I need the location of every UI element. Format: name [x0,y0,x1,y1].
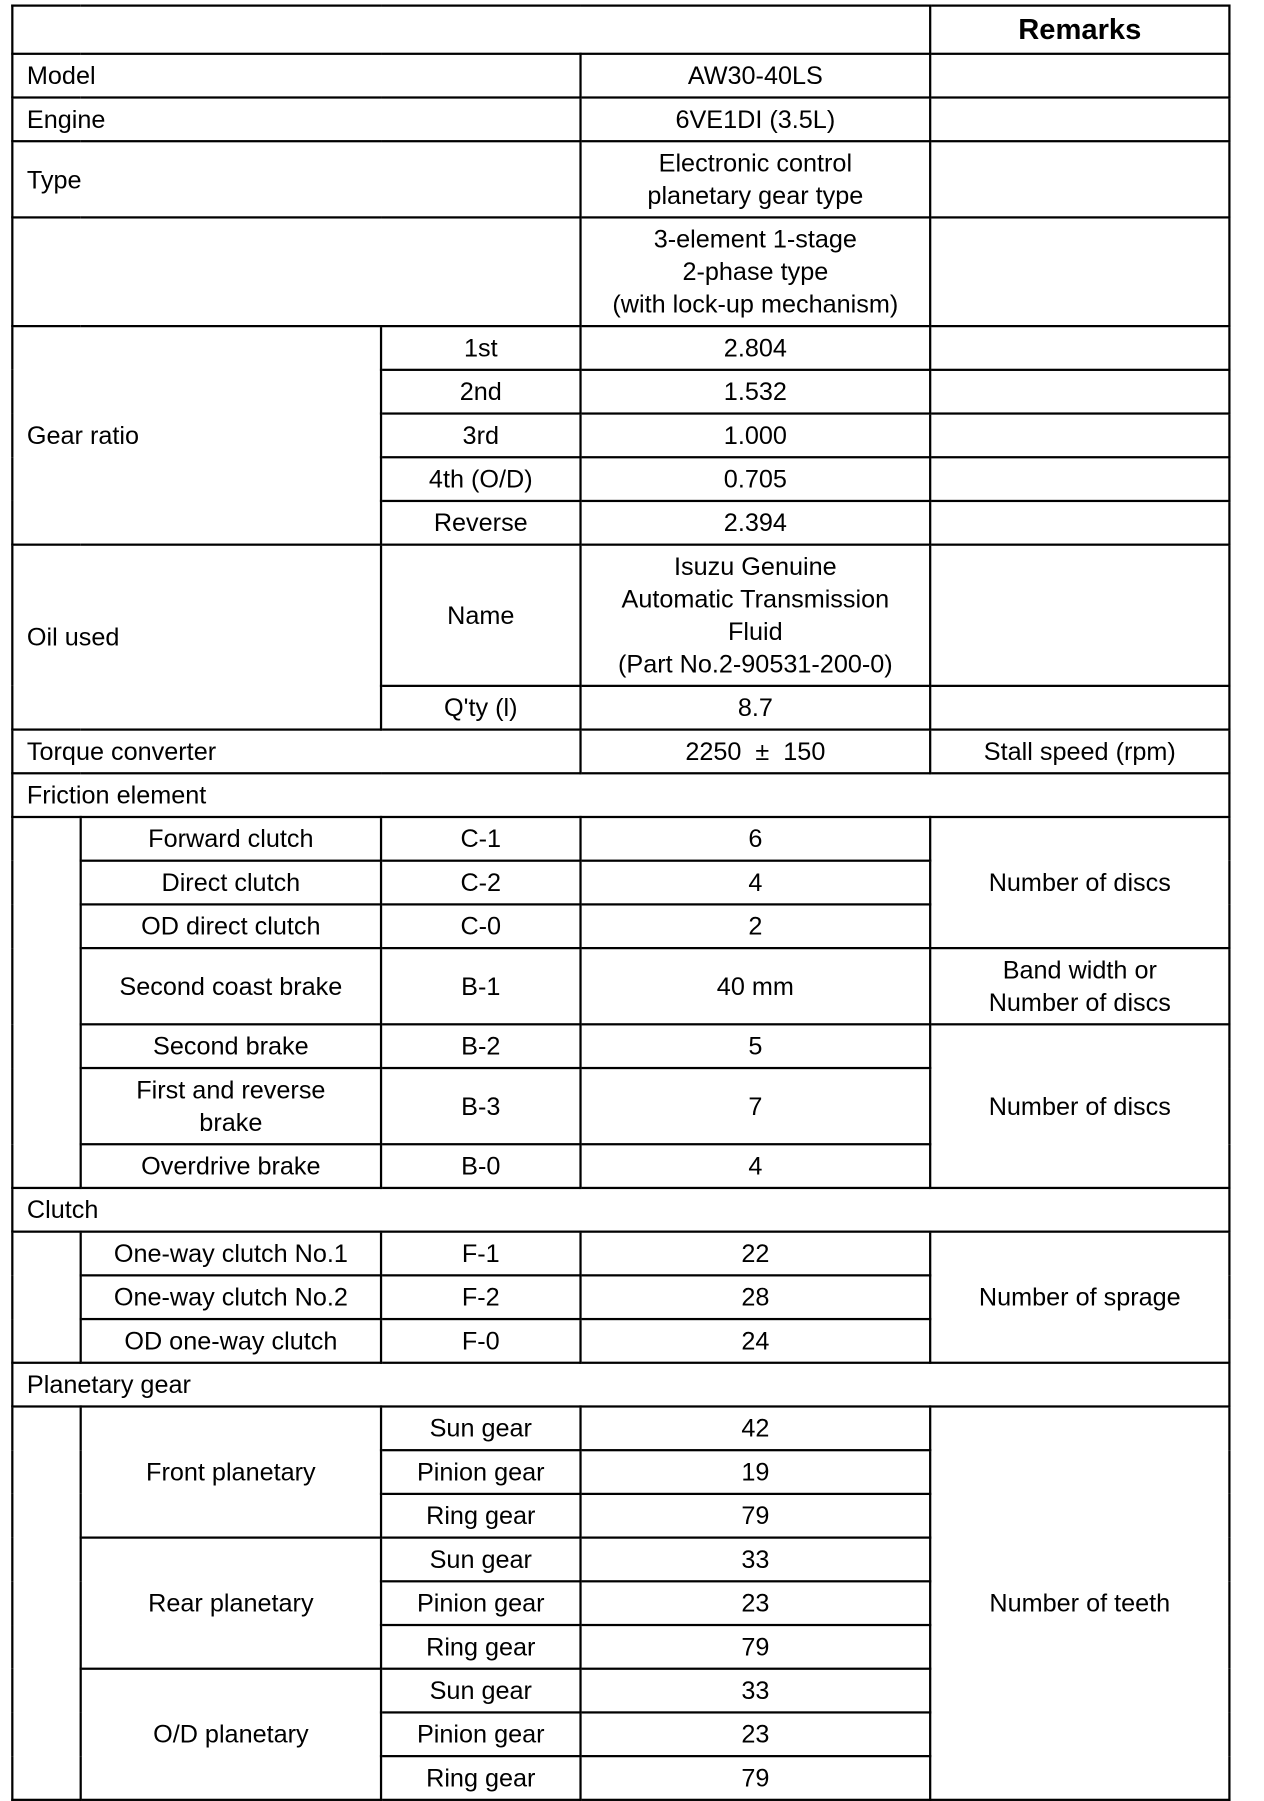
clutch-code: F-0 [381,1319,580,1363]
oil-qty-remark [930,686,1229,730]
friction-code: C-0 [381,904,580,948]
header-blank-cell [12,6,930,54]
gear-ratio-value: 1.532 [581,370,931,414]
clutch-value: 24 [581,1319,931,1363]
engine-label: Engine [12,98,580,142]
converter-type-remark [930,217,1229,326]
gear-name: 1st [381,326,580,370]
friction-section-label: Friction element [12,773,1229,817]
oil-qty-label: Q'ty (l) [381,686,580,730]
converter-type-label [12,217,580,326]
planetary-gear-name: Ring gear [381,1625,580,1669]
planetary-gear-name: Pinion gear [381,1712,580,1756]
converter-type-line1: 3-element 1-stage [653,225,857,254]
friction-indent-cell [12,817,80,1188]
friction-name: Direct clutch [81,861,381,905]
engine-remark [930,98,1229,142]
model-value: AW30-40LS [581,54,931,98]
friction-value: 7 [581,1068,931,1144]
planetary-gear-name: Pinion gear [381,1581,580,1625]
clutch-name: One-way clutch No.1 [81,1232,381,1276]
gear-ratio-value: 2.394 [581,501,931,545]
friction-value: 5 [581,1024,931,1068]
type-row [12,141,1229,217]
friction-name: Second brake [81,1024,381,1068]
clutch-code: F-2 [381,1275,580,1319]
converter-type-value [581,217,931,326]
friction-code: B-1 [381,948,580,1024]
gear-ratio-value: 0.705 [581,457,931,501]
planetary-gear-value: 79 [581,1494,931,1538]
clutch-value: 28 [581,1275,931,1319]
oil-name-line3: Fluid [728,617,783,646]
clutch-row [12,1232,1229,1276]
engine-value: 6VE1DI (3.5L) [581,98,931,142]
planetary-section-label: Planetary gear [12,1363,1229,1407]
gear-ratio-row [12,326,1229,370]
planetary-gear-value: 33 [581,1538,931,1582]
type-label: Type [12,141,580,217]
oil-name-line1: Isuzu Genuine [674,552,837,581]
gear-name: 2nd [381,370,580,414]
friction-section-row [12,773,1229,817]
planetary-gear-name: Sun gear [381,1538,580,1582]
model-row [12,54,1229,98]
planetary-gear-value: 79 [581,1756,931,1800]
clutch-name: One-way clutch No.2 [81,1275,381,1319]
oil-name-row [12,545,1229,686]
clutch-code: F-1 [381,1232,580,1276]
friction-remark-band-line1: Band width or [1002,955,1157,984]
planetary-section-row [12,1363,1229,1407]
clutch-value: 22 [581,1232,931,1276]
friction-name: Second coast brake [81,948,381,1024]
model-label: Model [12,54,580,98]
oil-name-label: Name [381,545,580,686]
friction-code: B-2 [381,1024,580,1068]
remarks-header: Remarks [930,6,1229,54]
planetary-gear-value: 23 [581,1712,931,1756]
oil-qty-value: 8.7 [581,686,931,730]
planetary-remark: Number of teeth [930,1406,1229,1799]
friction-name-line2: brake [199,1108,263,1137]
friction-value: 40 mm [581,948,931,1024]
converter-type-row [12,217,1229,326]
torque-converter-remark: Stall speed (rpm) [930,730,1229,774]
gear-ratio-remark [930,457,1229,501]
oil-name-line4: (Part No.2-90531-200-0) [617,650,893,679]
planetary-gear-name: Sun gear [381,1669,580,1713]
type-value-line1: Electronic control [658,149,853,178]
friction-code: C-1 [381,817,580,861]
torque-converter-row [12,730,1229,774]
friction-name [81,1068,381,1144]
friction-code: C-2 [381,861,580,905]
planetary-group-name: O/D planetary [81,1669,381,1800]
oil-name-line2: Automatic Transmission [621,585,890,614]
transmission-spec-table [11,4,1230,1800]
engine-row [12,98,1229,142]
planetary-gear-name: Pinion gear [381,1450,580,1494]
friction-code: B-3 [381,1068,580,1144]
model-remark [930,54,1229,98]
gear-ratio-remark [930,414,1229,458]
friction-value: 4 [581,861,931,905]
planetary-gear-value: 33 [581,1669,931,1713]
friction-name: Overdrive brake [81,1144,381,1188]
type-value [581,141,931,217]
planetary-group-name: Front planetary [81,1406,381,1537]
friction-value: 2 [581,904,931,948]
friction-remark-discs: Number of discs [930,1024,1229,1188]
planetary-gear-name: Ring gear [381,1494,580,1538]
planetary-indent-cell [12,1406,80,1799]
clutch-name: OD one-way clutch [81,1319,381,1363]
gear-ratio-label: Gear ratio [12,326,381,545]
friction-row [12,948,1229,1024]
gear-name: 4th (O/D) [381,457,580,501]
gear-ratio-remark [930,501,1229,545]
friction-value: 6 [581,817,931,861]
oil-name-value [581,545,931,686]
gear-ratio-remark [930,370,1229,414]
friction-remark-band [930,948,1229,1024]
friction-code: B-0 [381,1144,580,1188]
friction-remark-band-line2: Number of discs [988,988,1171,1017]
friction-remark-discs: Number of discs [930,817,1229,948]
type-value-line2: planetary gear type [647,181,864,210]
oil-label: Oil used [12,545,381,730]
type-remark [930,141,1229,217]
planetary-gear-name: Ring gear [381,1756,580,1800]
converter-type-line2: 2-phase type [682,257,829,286]
converter-type-line3: (with lock-up mechanism) [612,290,899,319]
planetary-row [12,1406,1229,1450]
planetary-gear-name: Sun gear [381,1406,580,1450]
clutch-section-row [12,1188,1229,1232]
friction-name: OD direct clutch [81,904,381,948]
friction-name: Forward clutch [81,817,381,861]
clutch-remark: Number of sprage [930,1232,1229,1363]
clutch-indent-cell [12,1232,80,1363]
gear-ratio-value: 2.804 [581,326,931,370]
oil-name-remark [930,545,1229,686]
header-row [12,6,1229,54]
torque-converter-label: Torque converter [12,730,580,774]
gear-ratio-value: 1.000 [581,414,931,458]
friction-name-line1: First and reverse [136,1075,326,1104]
gear-name: Reverse [381,501,580,545]
planetary-gear-value: 79 [581,1625,931,1669]
planetary-gear-value: 42 [581,1406,931,1450]
friction-row [12,817,1229,861]
planetary-gear-value: 23 [581,1581,931,1625]
torque-converter-value [581,730,931,774]
friction-value: 4 [581,1144,931,1188]
friction-row [12,1024,1229,1068]
gear-ratio-remark [930,326,1229,370]
gear-name: 3rd [381,414,580,458]
torque-converter-value-text: 2250 ± 150 [685,737,826,766]
clutch-section-label: Clutch [12,1188,1229,1232]
planetary-gear-value: 19 [581,1450,931,1494]
planetary-group-name: Rear planetary [81,1538,381,1669]
